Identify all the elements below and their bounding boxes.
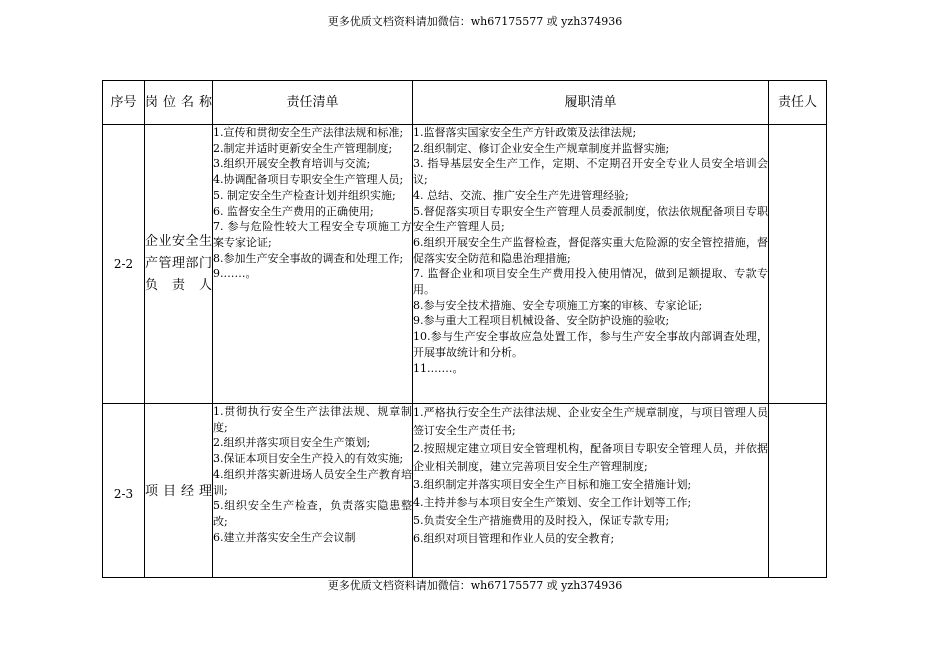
duty-item: 3.组织开展安全教育培训与交流; [213, 157, 371, 171]
responsible-person [769, 125, 827, 404]
performance-list [413, 404, 769, 578]
duty-item: 5. 制定安全生产检查计划并组织实施; [213, 188, 396, 202]
duty-item: 4.组织并落实新进场人员安全生产教育培训; [213, 467, 412, 497]
header-duties: 责任清单 [213, 81, 413, 125]
duty-list [213, 125, 413, 404]
post-name: 项目经理 [145, 404, 213, 578]
performance-item: 9.参与重大工程项目机械设备、安全防护设施的验收; [413, 314, 670, 328]
performance-item: 2.组织制定、修订企业安全生产规章制度并监督实施; [413, 141, 670, 155]
duty-item: 8.参加生产安全事故的调查和处理工作; [213, 251, 404, 265]
duty-list [213, 404, 413, 578]
responsibility-table [102, 80, 827, 578]
performance-item: 11.……。 [413, 361, 464, 375]
performance-item: 3.组织制定并落实项目安全生产目标和施工安全措施计划; [413, 478, 692, 491]
page-header-text: 更多优质文档资料请加微信：wh67175577 或 yzh374936 [327, 15, 623, 28]
header-person: 责任人 [769, 81, 827, 125]
row-number: 2-2 [103, 125, 145, 404]
performance-item: 1.监督落实国家安全生产方针政策及法律法规; [413, 126, 637, 139]
table-header-row [103, 81, 827, 125]
duty-item: 2.制定并适时更新安全生产管理制度; [213, 141, 393, 155]
performance-item: 6.组织开展安全生产监督检查，督促落实重大危险源的安全管控措施，督促落实安全防范和隐患治理措施; [413, 235, 768, 265]
row-number: 2-3 [103, 404, 145, 578]
duty-item: 4.协调配备项目专职安全生产管理人员; [213, 173, 404, 187]
duty-item: 3.保证本项目安全生产投入的有效实施; [213, 452, 404, 466]
duty-item: 5.组织安全生产检查，负责落实隐患整改; [213, 499, 412, 528]
duty-item: 1.贯彻执行安全生产法律法规、规章制度; [213, 405, 412, 434]
duty-item: 6. 监督安全生产费用的正确使用; [213, 204, 374, 218]
performance-item: 4. 总结、交流、推广安全生产先进管理经验; [413, 188, 629, 202]
table-row [103, 125, 827, 404]
performance-item: 1.严格执行安全生产法律法规、企业安全生产规章制度，与项目管理人员签订安全生产责任书; [413, 406, 768, 437]
duty-item: 6.建立并落实安全生产会议制 [213, 530, 356, 544]
responsible-person [769, 404, 827, 578]
performance-item: 6.组织对项目管理和作业人员的安全教育; [413, 532, 615, 545]
performance-item: 4.主持并参与本项目安全生产策划、安全工作计划等工作; [413, 496, 692, 509]
performance-item: 5.负责安全生产措施费用的及时投入，保证专款专用; [413, 514, 670, 527]
performance-list [413, 125, 769, 404]
post-name: 企业安全生产管理部门负责人 [145, 125, 213, 404]
header-performance: 履职清单 [413, 81, 769, 125]
table-row [103, 404, 827, 578]
duty-item: 2.组织并落实项目安全生产策划; [213, 436, 371, 450]
header-post: 岗位名称 [145, 81, 213, 125]
duty-item: 1.宣传和贯彻安全生产法律法规和标准; [213, 126, 404, 139]
performance-item: 2.按照规定建立项目安全管理机构，配备项目专职安全管理人员，并依据企业相关制度，建立完善项目安全生产管理制度; [413, 442, 768, 473]
performance-item: 5.督促落实项目专职安全生产管理人员委派制度，依法依规配备项目专职安全生产管理人员; [413, 204, 768, 234]
duty-item: 7. 参与危险性较大工程安全专项施工方案专家论证; [213, 220, 412, 249]
performance-item: 10.参与生产安全事故应急处置工作，参与生产安全事故内部调查处理，开展事故统计和分析。 [413, 330, 768, 359]
page-footer-text: 更多优质文档资料请加微信：wh67175577 或 yzh374936 [327, 579, 623, 592]
duty-item: 9.……。 [213, 267, 257, 281]
performance-item: 8.参与安全技术措施、安全专项施工方案的审核、专家论证; [413, 298, 703, 312]
header-no: 序号 [103, 81, 145, 125]
performance-item: 7. 监督企业和项目安全生产费用投入使用情况，做到足额提取、专款专用。 [413, 267, 768, 297]
performance-item: 3. 指导基层安全生产工作，定期、不定期召开安全专业人员安全培训会议; [413, 157, 768, 187]
